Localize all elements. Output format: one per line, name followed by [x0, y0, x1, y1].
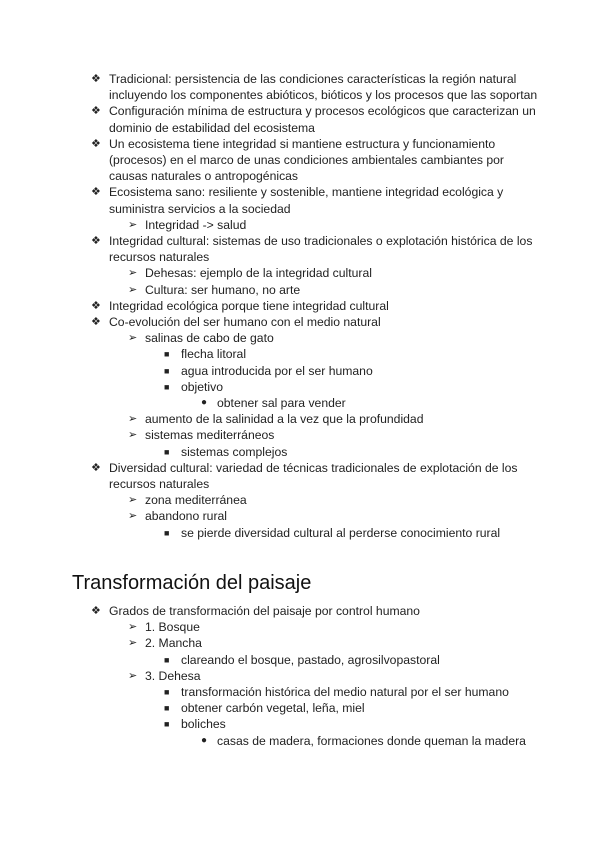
- list-item-text: Integridad ecológica porque tiene integridad cultural: [109, 298, 389, 313]
- list-item: [128, 619, 539, 635]
- list-item: [164, 444, 539, 460]
- list-item: [91, 184, 539, 233]
- diamond-bullet-icon: ❖: [91, 105, 101, 118]
- square-bullet-icon: ■: [164, 703, 170, 714]
- diamond-bullet-icon: ❖: [91, 299, 101, 312]
- sub-list: [128, 492, 539, 541]
- sub-list: [164, 444, 539, 460]
- list-item: [91, 71, 539, 103]
- list-item-text: objetivo: [181, 379, 224, 394]
- diamond-bullet-icon: ❖: [91, 73, 101, 85]
- list-item: [164, 346, 539, 362]
- sub-list: [201, 395, 539, 411]
- list-item-text: Dehesas: ejemplo de la integridad cultural: [145, 266, 372, 281]
- list-item-text: Tradicional: persistencia de las condiciones características la región natural incluyendo los componentes abióticos, bióticos y los procesos que las soportan: [109, 72, 538, 103]
- list-item-text: sistemas mediterráneos: [145, 428, 275, 443]
- list-item-text: abandono rural: [145, 509, 227, 524]
- list-item: [91, 233, 539, 298]
- list-item-text: se pierde diversidad cultural al perderse conocimiento rural: [181, 525, 501, 540]
- list-item-text: Cultura: ser humano, no arte: [145, 282, 301, 297]
- list-item: [91, 460, 539, 541]
- sub-list: [164, 684, 539, 749]
- sub-list: [128, 217, 539, 233]
- list-item: [164, 363, 539, 379]
- list-item: [91, 136, 539, 185]
- arrow-bullet-icon: ➢: [128, 669, 138, 682]
- list-item: [164, 652, 539, 668]
- dot-bullet-icon: ●: [201, 397, 208, 409]
- sub-list: [128, 619, 539, 749]
- square-bullet-icon: ■: [164, 446, 170, 457]
- square-bullet-icon: ■: [164, 687, 170, 698]
- arrow-bullet-icon: ➢: [128, 267, 138, 280]
- notes-list-integridad: [91, 71, 539, 541]
- arrow-bullet-icon: ➢: [128, 494, 138, 507]
- diamond-bullet-icon: ❖: [91, 605, 101, 617]
- sub-list: [201, 733, 539, 749]
- list-item-text: obtener carbón vegetal, leña, miel: [181, 701, 365, 716]
- list-item: [128, 411, 539, 427]
- list-item: [91, 103, 539, 135]
- diamond-bullet-icon: ❖: [91, 461, 101, 474]
- list-item-text: clareando el bosque, pastado, agrosilvopastoral: [181, 652, 440, 667]
- square-bullet-icon: ■: [164, 381, 170, 392]
- list-item-text: transformación histórica del medio natural por el ser humano: [181, 685, 509, 700]
- list-item: [164, 700, 539, 716]
- list-item-text: salinas de cabo de gato: [145, 331, 274, 346]
- list-item-text: Integridad -> salud: [145, 217, 247, 232]
- section-heading: Transformación del paisaje: [72, 572, 312, 594]
- list-item-text: Co-evolución del ser humano con el medio natural: [109, 315, 381, 330]
- list-item-text: obtener sal para vender: [217, 396, 346, 411]
- list-item: [164, 684, 539, 700]
- list-item: [128, 282, 539, 298]
- list-item: [128, 668, 539, 749]
- list-item-text: Integridad cultural: sistemas de uso tradicionales o explotación histórica de los recursos naturales: [109, 234, 533, 265]
- arrow-bullet-icon: ➢: [128, 429, 138, 442]
- list-item-text: zona mediterránea: [145, 493, 247, 508]
- dot-bullet-icon: ●: [201, 734, 208, 746]
- list-item-text: aumento de la salinidad a la vez que la profundidad: [145, 412, 424, 427]
- list-item: [91, 603, 539, 749]
- diamond-bullet-icon: ❖: [91, 235, 101, 248]
- list-item: [201, 733, 539, 749]
- list-item-text: Un ecosistema tiene integridad si mantiene estructura y funcionamiento (procesos) en el marco de unas condiciones ambientales cambiantes por causas naturales o antropogénicas: [109, 136, 504, 184]
- diamond-bullet-icon: ❖: [91, 316, 101, 329]
- list-item: [128, 492, 539, 508]
- square-bullet-icon: ■: [164, 719, 170, 730]
- list-item: [91, 314, 539, 460]
- list-item-text: 3. Dehesa: [145, 668, 201, 683]
- list-item: [128, 427, 539, 459]
- list-item: [164, 379, 539, 411]
- list-item-text: Configuración mínima de estructura y procesos ecológicos que caracterizan un dominio de estabilidad del ecosistema: [109, 104, 536, 135]
- square-bullet-icon: ■: [164, 365, 170, 376]
- square-bullet-icon: ■: [164, 349, 170, 360]
- arrow-bullet-icon: ➢: [128, 332, 138, 345]
- list-item-text: sistemas complejos: [181, 444, 288, 459]
- diamond-bullet-icon: ❖: [91, 137, 101, 150]
- list-item-text: casas de madera, formaciones donde queman la madera: [217, 733, 526, 748]
- diamond-bullet-icon: ❖: [91, 186, 101, 199]
- list-item-text: Diversidad cultural: variedad de técnicas tradicionales de explotación de los recursos naturales: [109, 460, 518, 492]
- arrow-bullet-icon: ➢: [128, 621, 138, 634]
- list-item: [128, 217, 539, 233]
- arrow-bullet-icon: ➢: [128, 510, 138, 523]
- square-bullet-icon: ■: [164, 527, 170, 538]
- list-item-text: Ecosistema sano: resiliente y sostenible, mantiene integridad ecológica y suministra servicios a la sociedad: [109, 185, 504, 216]
- list-item: [201, 395, 539, 411]
- list-item: [128, 635, 539, 667]
- list-item: [128, 330, 539, 411]
- sub-list: [128, 330, 539, 460]
- sub-list: [164, 652, 539, 668]
- list-item: [91, 298, 539, 314]
- arrow-bullet-icon: ➢: [128, 637, 138, 650]
- list-item-text: flecha litoral: [181, 347, 247, 362]
- sub-list: [164, 346, 539, 411]
- list-item: [128, 508, 539, 540]
- sub-list: [128, 265, 539, 297]
- sub-list: [164, 525, 539, 541]
- arrow-bullet-icon: ➢: [128, 413, 138, 426]
- list-item-text: Grados de transformación del paisaje por control humano: [109, 604, 420, 618]
- list-item-text: boliches: [181, 717, 226, 732]
- arrow-bullet-icon: ➢: [128, 218, 138, 231]
- notes-list-transformacion: [91, 603, 539, 749]
- list-item: [164, 716, 539, 748]
- list-item: [164, 525, 539, 541]
- list-item-text: agua introducida por el ser humano: [181, 363, 373, 378]
- arrow-bullet-icon: ➢: [128, 283, 138, 296]
- list-item-text: 2. Mancha: [145, 636, 202, 651]
- list-item-text: 1. Bosque: [145, 620, 200, 635]
- list-item: [128, 265, 539, 281]
- square-bullet-icon: ■: [164, 654, 170, 665]
